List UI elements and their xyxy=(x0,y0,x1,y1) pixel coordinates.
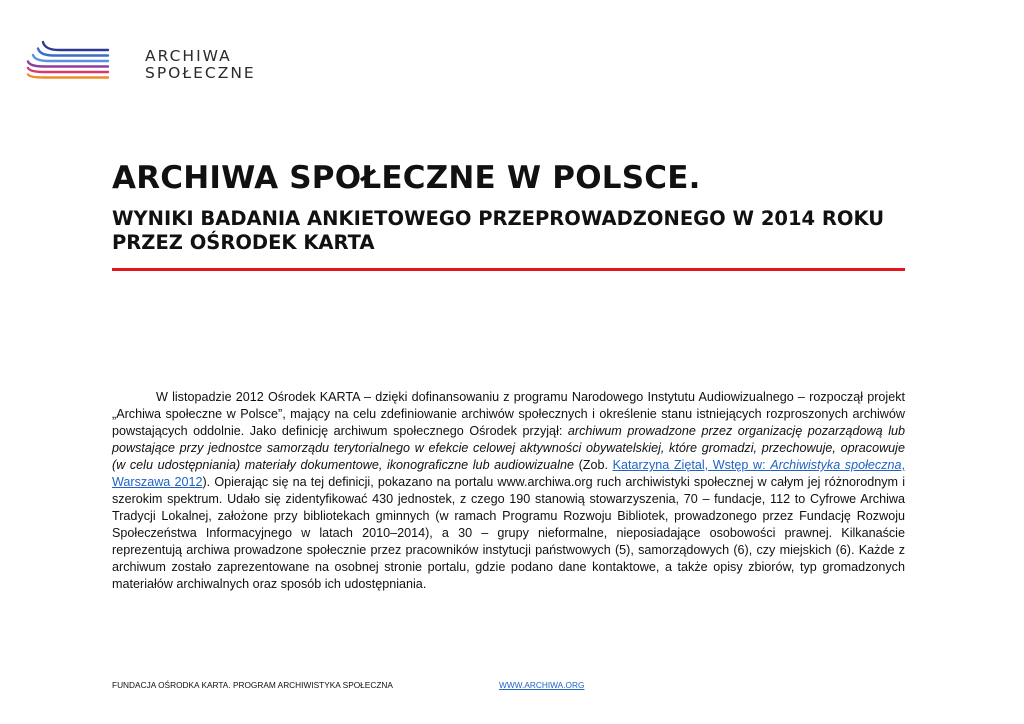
logo-line-1: ARCHIWA xyxy=(145,47,232,65)
logo-stripe xyxy=(28,75,108,78)
footer-website-link[interactable]: WWW.ARCHIWA.ORG xyxy=(499,680,585,690)
body-text-zob: (Zob. xyxy=(573,458,613,472)
page-title: ARCHIWA SPOŁECZNE W POLSCE. xyxy=(112,160,701,196)
citation-link-author: Katarzyna Ziętal, Wstęp w: xyxy=(612,458,771,472)
title-divider xyxy=(112,268,905,271)
footer-organization: FUNDACJA OŚRODKA KARTA. PROGRAM ARCHIWISTYKA SPOŁECZNA xyxy=(112,680,393,690)
logo-stripe xyxy=(43,42,108,50)
citation-link-title: Archiwistyka społeczna xyxy=(770,458,902,472)
logo xyxy=(24,34,254,84)
logo-wordmark xyxy=(145,48,256,82)
body-text-main: ). Opierając się na tej definicji, pokazano na portalu www.archiwa.org ruch archiwistyki społecznej w całym jej różnorodnym i szerokim spektrum. Udało się zidentyfikować 430 jednostek, z czego 190 stanowią stowarzyszenia, 70 – fundacje, 112 to Cyfrowe Archiwa Tradycji Lokalnej, założone przy bibliotekach gminnych (w ramach Programu Rozwoju Bibliotek, prowadzonego przez Fundację Rozwoju Społeczeństwa Informacyjnego w latach 2010–2014), a 30 – grupy nieformalne, nieposiadające osobowości prawnej. Kilkanaście reprezentują archiwa prowadzone społecznie przez pracowników instytucji państwowych (5), samorządowych (6), czy miejskich (6). Każde z archiwum zostało zaprezentowane na osobnej stronie portalu, gdzie podano dane kontaktowe, a także opisy zbiorów, typ gromadzonych materiałów archiwalnych oraz sposób ich udostępniania. xyxy=(112,475,905,591)
logo-line-2: SPOŁECZNE xyxy=(145,64,256,82)
logo-stripe xyxy=(28,68,108,72)
body-paragraph xyxy=(112,389,905,593)
body-text-intro: W listopadzie 2012 Ośrodek KARTA – dzięki dofinansowaniu z programu Narodowego Instytutu Audiowizualnego – rozpoczął projekt „Archiwa społeczne w Polsce”, mający na celu zdefiniowanie archiwów społecznych i określenie stanu istniejących rozproszonych archiwów powstających oddolnie. Jako definicję archiwum społecznego Ośrodek przyjął: xyxy=(112,390,905,438)
archive-definition: archiwum prowadzone przez organizację pozarządową lub powstające przy jednostce samorządu terytorialnego w efekcie celowej aktywności obywatelskiej, które gromadzi, przechowuje, opracowuje (w celu udostępniania) materiały dokumentowe, ikonograficzne lub audiowizualne xyxy=(112,424,906,472)
logo-stripe xyxy=(28,62,108,67)
page-subtitle: WYNIKI BADANIA ANKIETOWEGO PRZEPROWADZONEGO W 2014 ROKU PRZEZ OŚRODEK KARTA xyxy=(112,207,885,254)
citation-link-place: , Warszawa 2012 xyxy=(112,458,905,489)
logo-stripes-icon xyxy=(24,34,114,84)
